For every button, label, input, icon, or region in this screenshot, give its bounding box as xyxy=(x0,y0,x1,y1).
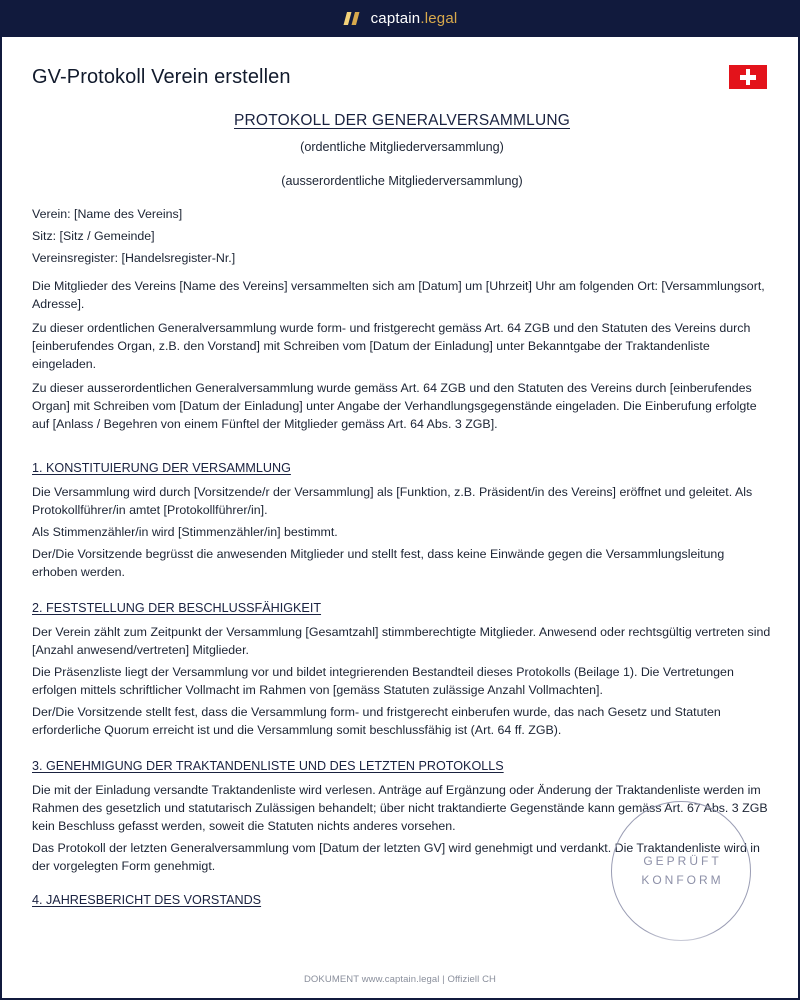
brand-name-main: captain xyxy=(370,10,421,27)
section-paragraph: Der/Die Vorsitzende stellt fest, dass die Versammlung form- und fristgerecht einberufen wurde, das nach Gesetz und Statuten erforderliche Quorum erreicht ist und die Versammlung somit beschlussfähig ist (Art. 64 ff. ZGB). xyxy=(32,705,721,737)
document-heading: PROTOKOLL DER GENERALVERSAMMLUNG xyxy=(234,112,570,129)
document-body xyxy=(32,112,772,915)
stamp-line-compliant: KONFORM xyxy=(641,873,724,887)
brand-name-tld: .legal xyxy=(420,10,458,27)
swiss-flag-icon[interactable] xyxy=(729,65,767,89)
document-subheading-ordinary: (ordentliche Mitgliederversammlung) xyxy=(300,140,504,154)
intro-paragraphs xyxy=(32,277,772,433)
flag-cross-vertical xyxy=(746,69,751,85)
document-footer: DOKUMENT www.captain.legal | Offiziell CH xyxy=(303,974,497,985)
page-title: GV-Protokoll Verein erstellen xyxy=(32,66,291,88)
section-paragraph: Als Stimmenzähler/in wird [Stimmenzähler/in] bestimmt. xyxy=(32,525,338,539)
section-paragraph: Die mit der Einladung versandte Traktandenliste wird verlesen. Anträge auf Ergänzung oder Änderung der Traktandenliste werden im Rahmen des gesetzlich und statutarisch Zulässigen behandelt; über nicht traktandierte Gegenstände kann gemäss Art. 67 Abs. 3 ZGB kein Beschluss gefasst werden, soweit die Statuten nichts anderes vorsehen. xyxy=(32,783,768,833)
document-subheading-extraordinary: (ausserordentliche Mitgliederversammlung) xyxy=(281,174,523,188)
section-1 xyxy=(32,459,772,581)
brand-name xyxy=(371,10,458,27)
section-paragraph: Das Protokoll der letzten Generalversammlung vom [Datum der letzten GV] wird genehmigt und verdankt. Die Traktandenliste wird in der vorgelegten Form genehmigt. xyxy=(32,841,760,873)
top-bar xyxy=(0,0,800,37)
section-heading: 1. KONSTITUIERUNG DER VERSAMMLUNG xyxy=(32,461,291,475)
section-heading: 2. FESTSTELLUNG DER BESCHLUSSFÄHIGKEIT xyxy=(32,601,322,615)
brand-logo[interactable] xyxy=(343,10,458,27)
captain-legal-logo-icon xyxy=(343,11,362,26)
content-fade-overlay xyxy=(2,930,798,968)
section-2 xyxy=(32,599,772,739)
section-heading: 3. GENEHMIGUNG DER TRAKTANDENLISTE UND DES LETZTEN PROTOKOLLS xyxy=(32,759,504,773)
intro-paragraph: Die Mitglieder des Vereins [Name des Vereins] versammelten sich am [Datum] um [Uhrzeit] Uhr am folgenden Ort: [Versammlungsort, Adresse]. xyxy=(32,279,765,311)
association-meta xyxy=(32,205,772,267)
section-paragraph: Die Präsenzliste liegt der Versammlung vor und bildet integrierenden Bestandteil dieses Protokolls (Beilage 1). Die Vertretungen erfolgen mittels schriftlicher Vollmacht im Rahmen von [gemäss Statuten zulässige Anzahl Vollmachten]. xyxy=(32,665,734,697)
meta-seat: Sitz: [Sitz / Gemeinde] xyxy=(32,229,155,243)
approval-stamp xyxy=(611,801,751,941)
intro-paragraph: Zu dieser ausserordentlichen Generalversammlung wurde gemäss Art. 64 ZGB und den Statuten des Vereins durch [einberufendes Organ] mit Schreiben vom [Datum der Einladung] unter Angabe der Verhandlungsgegenstände eingeladen. Die Einberufung erfolgte auf [Anlass / Begehren von einem Fünftel der Mitglieder gemäss Art. 64 Abs. 3 ZGB]. xyxy=(32,381,757,431)
section-paragraph: Der Verein zählt zum Zeitpunkt der Versammlung [Gesamtzahl] stimmberechtigte Mitglieder. Anwesend oder rechtsgültig vertreten sind [Anzahl anwesend/vertreten] Mitglieder. xyxy=(32,625,771,657)
meta-register-number: Vereinsregister: [Handelsregister-Nr.] xyxy=(32,251,236,265)
section-heading: 4. JAHRESBERICHT DES VORSTANDS xyxy=(32,893,262,907)
intro-paragraph: Zu dieser ordentlichen Generalversammlung wurde form- und fristgerecht gemäss Art. 64 ZGB und den Statuten des Vereins durch [einberufendes Organ, z.B. den Vorstand] mit Schreiben vom [Datum der Einladung] unter Bekanntgabe der Traktandenliste eingeladen. xyxy=(32,321,751,371)
section-paragraph: Der/Die Vorsitzende begrüsst die anwesenden Mitglieder und stellt fest, dass keine Einwände gegen die Versammlungsleitung erhoben werden. xyxy=(32,547,725,579)
stamp-line-checked: GEPRÜFT xyxy=(643,854,722,868)
meta-association-name: Verein: [Name des Vereins] xyxy=(32,207,183,221)
section-paragraph: Die Versammlung wird durch [Vorsitzende/r der Versammlung] als [Funktion, z.B. Präsident/in des Vereins] eröffnet und geleitet. Als Protokollführer/in amtet [Protokollführer/in]. xyxy=(32,485,753,517)
